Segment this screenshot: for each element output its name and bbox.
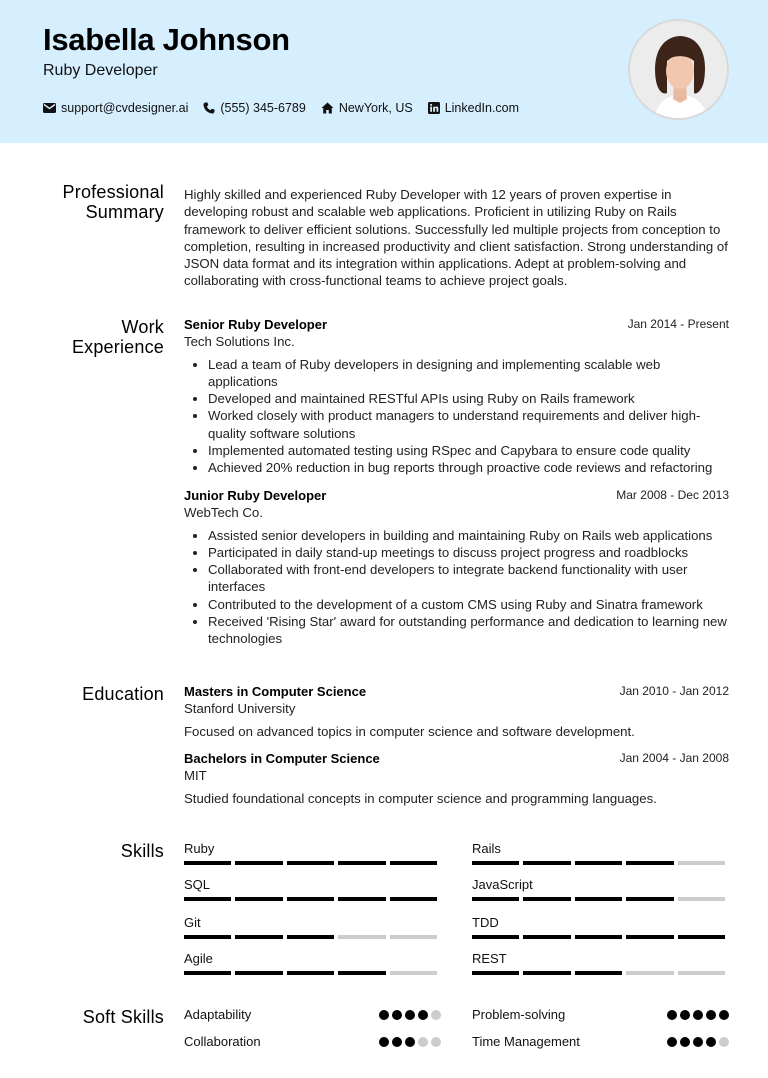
rating-dot-filled xyxy=(405,1010,415,1020)
skill-bar-filled xyxy=(575,935,622,939)
soft-skill-rating xyxy=(376,1010,441,1020)
profile-photo xyxy=(628,19,729,120)
education-entry xyxy=(184,683,729,740)
education-school: Stanford University xyxy=(184,701,296,717)
soft-skill-item xyxy=(184,1034,441,1052)
skill-bar-filled xyxy=(575,861,622,865)
skill-bar-empty xyxy=(678,861,725,865)
rating-dot-empty xyxy=(431,1010,441,1020)
skill-bar-filled xyxy=(287,861,334,865)
rating-dot-filled xyxy=(379,1037,389,1047)
skill-name: Git xyxy=(184,915,201,930)
soft-skill-rating xyxy=(376,1037,441,1047)
rating-dot-empty xyxy=(418,1037,428,1047)
section-title-experience-text: Work Experience xyxy=(71,317,164,357)
section-title-education xyxy=(82,684,164,704)
contact-email[interactable] xyxy=(43,101,188,115)
section-title-experience xyxy=(54,317,164,357)
skill-bar-empty xyxy=(338,935,385,939)
skill-bar-empty xyxy=(390,971,437,975)
skill-bar-filled xyxy=(472,861,519,865)
skill-bar-empty xyxy=(678,971,725,975)
skill-item xyxy=(472,877,729,901)
skill-bar-filled xyxy=(287,897,334,901)
education-school: MIT xyxy=(184,768,207,784)
section-title-education-text: Education xyxy=(82,684,164,704)
contact-location xyxy=(321,101,413,115)
rating-dot-filled xyxy=(405,1037,415,1047)
rating-dot-filled xyxy=(680,1037,690,1047)
skill-bar-filled xyxy=(338,897,385,901)
skill-level-bars xyxy=(472,971,729,975)
phone-icon xyxy=(203,102,215,114)
candidate-name: Isabella Johnson xyxy=(43,22,290,57)
job-bullet: Received 'Rising Star' award for outstanding performance and dedication to learning new technologies xyxy=(184,613,729,648)
skill-name: REST xyxy=(472,951,507,966)
skill-bar-filled xyxy=(678,935,725,939)
job-bullet: Achieved 20% reduction in bug reports through proactive code reviews and refactoring xyxy=(184,459,729,476)
rating-dot-filled xyxy=(418,1010,428,1020)
skill-bar-filled xyxy=(626,935,673,939)
rating-dot-filled xyxy=(693,1010,703,1020)
skill-bar-filled xyxy=(575,897,622,901)
job-bullet: Developed and maintained RESTful APIs using Ruby on Rails framework xyxy=(184,390,729,407)
job-bullets xyxy=(184,356,729,477)
job-bullet: Lead a team of Ruby developers in designing and implementing scalable web applications xyxy=(184,356,729,391)
contact-linkedin[interactable] xyxy=(428,101,519,115)
education-entry xyxy=(184,750,729,807)
skill-item xyxy=(184,877,441,901)
rating-dot-filled xyxy=(667,1010,677,1020)
job-bullet: Implemented automated testing using RSpec and Capybara to ensure code quality xyxy=(184,442,729,459)
contact-phone[interactable] xyxy=(203,101,305,115)
skill-bar-filled xyxy=(472,897,519,901)
skill-bar-filled xyxy=(184,935,231,939)
skill-bar-filled xyxy=(184,897,231,901)
skill-name: Ruby xyxy=(184,841,215,856)
soft-skill-name: Collaboration xyxy=(184,1034,261,1049)
skill-item xyxy=(472,841,729,865)
soft-skill-rating xyxy=(664,1037,729,1047)
job-company: WebTech Co. xyxy=(184,505,263,521)
skill-level-bars xyxy=(472,861,729,865)
skill-bar-filled xyxy=(390,861,437,865)
contact-list xyxy=(43,101,534,115)
skill-bar-filled xyxy=(235,935,282,939)
skill-bar-filled xyxy=(626,897,673,901)
rating-dot-empty xyxy=(431,1037,441,1047)
section-title-soft-skills-text: Soft Skills xyxy=(82,1007,164,1027)
soft-skill-rating xyxy=(664,1010,729,1020)
education-degree: Masters in Computer Science xyxy=(184,684,367,699)
education-dates: Jan 2010 - Jan 2012 xyxy=(619,684,729,698)
skill-bar-filled xyxy=(338,861,385,865)
skill-bar-filled xyxy=(523,861,570,865)
header-banner xyxy=(0,0,768,143)
skill-item xyxy=(184,951,441,975)
section-title-summary-text: Professional Summary xyxy=(62,182,164,222)
skill-level-bars xyxy=(184,971,441,975)
home-icon xyxy=(321,102,334,114)
candidate-role: Ruby Developer xyxy=(43,62,158,79)
education-description: Focused on advanced topics in computer science and software development. xyxy=(184,723,635,739)
job-bullets xyxy=(184,527,729,648)
skill-bar-filled xyxy=(390,897,437,901)
avatar-portrait xyxy=(630,21,729,120)
education-description: Studied foundational concepts in computer science and programming languages. xyxy=(184,790,657,806)
rating-dot-filled xyxy=(680,1010,690,1020)
job-bullet: Collaborated with front-end developers to integrate backend functionality with user interfaces xyxy=(184,561,729,596)
job-entry xyxy=(184,316,729,477)
soft-skill-name: Time Management xyxy=(472,1034,580,1049)
skill-bar-filled xyxy=(472,935,519,939)
rating-dot-filled xyxy=(693,1037,703,1047)
skill-bar-filled xyxy=(235,861,282,865)
skill-bar-filled xyxy=(235,971,282,975)
linkedin-icon xyxy=(428,102,440,114)
soft-skill-name: Adaptability xyxy=(184,1007,252,1022)
skill-bar-filled xyxy=(184,861,231,865)
skill-level-bars xyxy=(472,935,729,939)
contact-email-text: support@cvdesigner.ai xyxy=(61,101,189,115)
soft-skill-item xyxy=(184,1007,441,1025)
skill-name: Rails xyxy=(472,841,501,856)
skill-bar-filled xyxy=(626,861,673,865)
skill-item xyxy=(472,951,729,975)
skill-item xyxy=(184,915,441,939)
rating-dot-filled xyxy=(392,1010,402,1020)
skill-level-bars xyxy=(184,897,441,901)
section-title-soft-skills xyxy=(83,1007,164,1027)
skill-bar-filled xyxy=(338,971,385,975)
rating-dot-filled xyxy=(719,1010,729,1020)
skill-name: JavaScript xyxy=(472,877,533,892)
skill-level-bars xyxy=(472,897,729,901)
rating-dot-filled xyxy=(392,1037,402,1047)
skill-name: SQL xyxy=(184,877,211,892)
skill-bar-filled xyxy=(472,971,519,975)
skill-item xyxy=(184,841,441,865)
job-entry xyxy=(184,487,729,648)
contact-location-text: NewYork, US xyxy=(338,101,413,115)
contact-phone-text: (555) 345-6789 xyxy=(220,101,306,115)
skill-level-bars xyxy=(184,935,441,939)
skill-level-bars xyxy=(184,861,441,865)
skill-bar-empty xyxy=(678,897,725,901)
job-bullet: Participated in daily stand-up meetings to discuss project progress and roadblocks xyxy=(184,544,729,561)
rating-dot-empty xyxy=(719,1037,729,1047)
contact-linkedin-text: LinkedIn.com xyxy=(444,101,520,115)
skill-bar-filled xyxy=(575,971,622,975)
soft-skill-name: Problem-solving xyxy=(472,1007,566,1022)
soft-skill-item xyxy=(472,1007,729,1025)
skill-bar-filled xyxy=(235,897,282,901)
skill-bar-empty xyxy=(390,935,437,939)
skill-bar-filled xyxy=(287,971,334,975)
skill-name: Agile xyxy=(184,951,213,966)
skill-name: TDD xyxy=(472,915,499,930)
envelope-icon xyxy=(43,103,56,113)
job-dates: Jan 2014 - Present xyxy=(627,317,729,331)
skill-item xyxy=(472,915,729,939)
education-dates: Jan 2004 - Jan 2008 xyxy=(619,751,729,765)
soft-skill-item xyxy=(472,1034,729,1052)
skill-bar-filled xyxy=(287,935,334,939)
skill-bar-empty xyxy=(626,971,673,975)
skill-bar-filled xyxy=(184,971,231,975)
job-company: Tech Solutions Inc. xyxy=(184,334,295,350)
section-title-summary xyxy=(44,182,164,222)
job-title: Junior Ruby Developer xyxy=(184,488,327,503)
rating-dot-filled xyxy=(667,1037,677,1047)
skill-bar-filled xyxy=(523,897,570,901)
rating-dot-filled xyxy=(379,1010,389,1020)
job-title: Senior Ruby Developer xyxy=(184,317,328,332)
summary-text: Highly skilled and experienced Ruby Developer with 12 years of proven expertise in developing robust and scalable web applications. Proficient in utilizing Ruby on Rails framework to deliver efficient solutions. Successfully led multiple projects from conception to completion, resulting in increased productivity and client satisfaction. Strong understanding of JSON data format and its integration within applications. Adept at problem-solving and collaborating with cross-functional teams to achieve project goals. xyxy=(184,187,728,289)
job-bullet: Contributed to the development of a custom CMS using Ruby and Sinatra framework xyxy=(184,596,729,613)
education-degree: Bachelors in Computer Science xyxy=(184,751,380,766)
job-bullet: Worked closely with product managers to understand requirements and deliver high-quality software solutions xyxy=(184,407,729,442)
rating-dot-filled xyxy=(706,1037,716,1047)
job-dates: Mar 2008 - Dec 2013 xyxy=(616,488,729,502)
section-title-skills-text: Skills xyxy=(120,841,164,861)
skill-bar-filled xyxy=(523,971,570,975)
skill-bar-filled xyxy=(523,935,570,939)
section-title-skills xyxy=(121,841,164,861)
rating-dot-filled xyxy=(706,1010,716,1020)
job-bullet: Assisted senior developers in building and maintaining Ruby on Rails web applications xyxy=(184,527,729,544)
